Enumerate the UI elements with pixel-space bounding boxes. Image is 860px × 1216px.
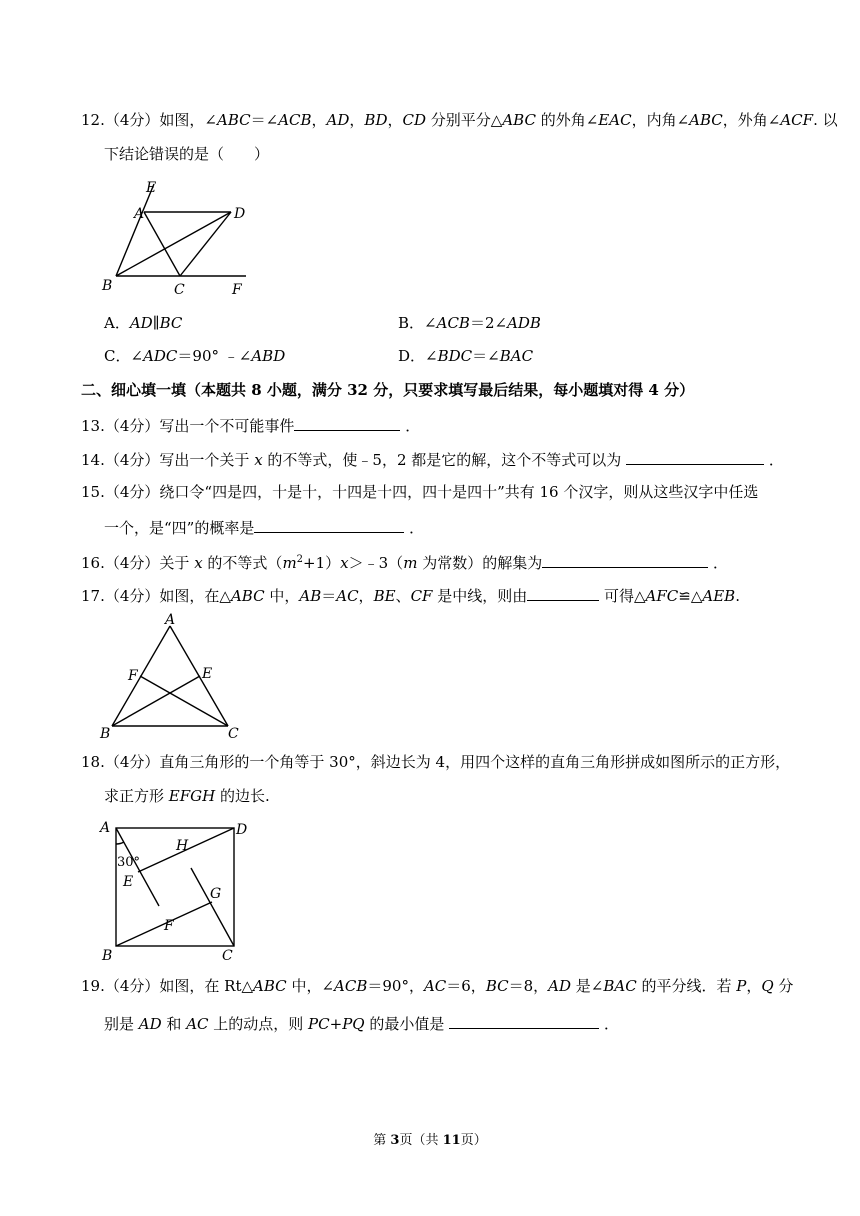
- q18-label-h: H: [176, 838, 189, 854]
- section-2-heading: 二、细心填一填（本题共 8 小题，满分 32 分，只要求填写最后结果，每小题填对得 4 分）: [81, 381, 695, 399]
- q12-option-b: B．∠ACB＝2∠ADB: [398, 314, 541, 332]
- q17-label-e: E: [202, 666, 213, 682]
- q12-figure: [96, 178, 256, 296]
- q12-label-b: B: [102, 278, 113, 294]
- q12-option-c: C．∠ADC＝90° ﹣∠ABD: [104, 347, 286, 365]
- q17-label-c: C: [228, 726, 239, 742]
- q18-label-c: C: [222, 948, 233, 964]
- q12-option-a: A．AD∥BC: [104, 314, 183, 332]
- q18-label-b: B: [102, 948, 113, 964]
- q13: 13.（4分）写出一个不可能事件 ．: [81, 414, 420, 436]
- q18-figure: [96, 818, 248, 964]
- q12-option-d: D．∠BDC＝∠BAC: [398, 347, 534, 365]
- q18-angle-label: 30°: [117, 855, 141, 870]
- q18-label-a: A: [100, 820, 111, 836]
- q17: 17.（4分）如图，在△ABC 中，AB＝AC，BE、CF 是中线，则由 可得△AFC≌△AEB.: [81, 584, 740, 606]
- q18-label-e: E: [123, 874, 134, 890]
- q12-label-c: C: [174, 282, 185, 296]
- q19-line1: 19.（4分）如图，在 Rt△ABC 中，∠ACB＝90°，AC＝6，BC＝8，AD 是∠BAC 的平分线．若 P，Q 分: [81, 977, 794, 995]
- q16: 16.（4分）关于 x 的不等式$(m^2+1)x>﹣3(m$ 为常数）的解集为 ．: [81, 550, 728, 573]
- q17-answer-blank[interactable]: [527, 584, 599, 601]
- q12-line1: 12.（4分）如图，∠ABC＝∠ACB，AD，BD，CD 分别平分△ABC 的外角∠EAC，内角∠ABC，外角∠ACF. 以: [81, 111, 838, 129]
- q15-answer-blank[interactable]: [254, 516, 404, 533]
- q12-label-a: A: [134, 206, 145, 222]
- q17-label-b: B: [100, 726, 111, 742]
- q17-label-a: A: [165, 612, 176, 628]
- q18-line2: 求正方形 EFGH 的边长.: [104, 787, 270, 805]
- q18-label-d: D: [236, 822, 248, 838]
- page-footer: 第 3页（共 11页）: [373, 1133, 487, 1148]
- q12-label-e: E: [146, 180, 157, 196]
- q13-answer-blank[interactable]: [294, 414, 400, 431]
- q12-line2: 下结论错误的是（ ）: [104, 145, 270, 163]
- q17-label-f: F: [128, 668, 138, 684]
- q18-label-f: F: [164, 918, 174, 934]
- q14-answer-blank[interactable]: [626, 448, 764, 465]
- q18-line1: 18.（4分）直角三角形的一个角等于 30°，斜边长为 4，用四个这样的直角三角形拼成如图所示的正方形，: [81, 753, 791, 771]
- q19-answer-blank[interactable]: [449, 1012, 599, 1029]
- q18-label-g: G: [210, 886, 222, 902]
- q15-line1: 15.（4分）绕口令“四是四，十是十，十四是十四，四十是四十”共有 16 个汉字，则从这些汉字中任选: [81, 483, 759, 501]
- q14: 14.（4分）写出一个关于 x 的不等式，使﹣5，2 都是它的解，这个不等式可以为 ．: [81, 448, 784, 470]
- q12-label-f: F: [232, 282, 242, 296]
- q15-line2: 一个，是“四”的概率是 ．: [104, 516, 424, 538]
- q12-label-d: D: [234, 206, 246, 222]
- q19-line2: 别是 AD 和 AC 上的动点，则 PC+PQ 的最小值是 ．: [104, 1012, 619, 1034]
- q17-figure: [98, 612, 246, 742]
- q16-answer-blank[interactable]: [542, 551, 708, 568]
